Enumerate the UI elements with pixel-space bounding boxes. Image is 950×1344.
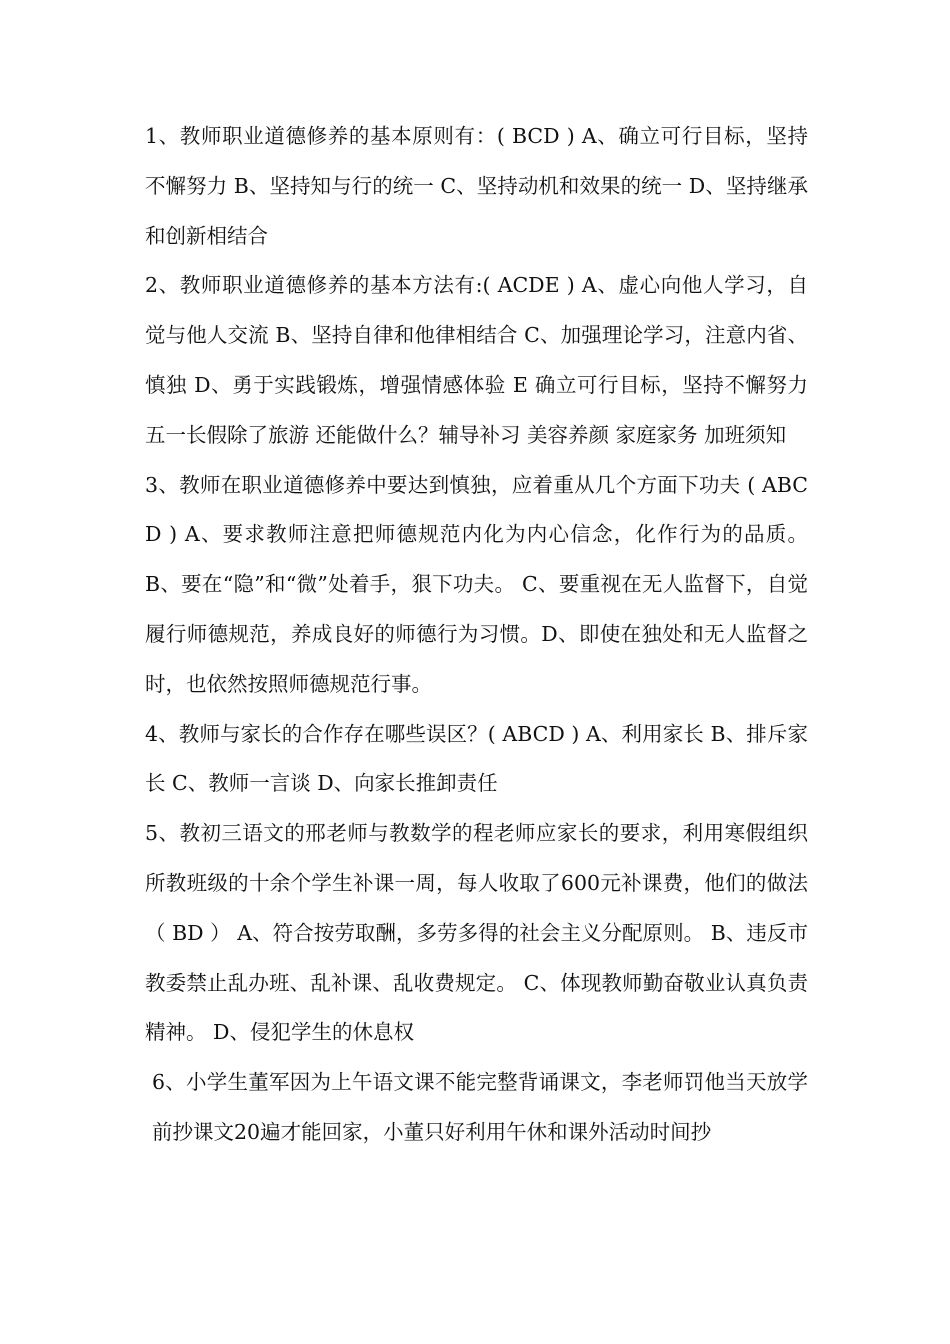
question-6: 6、小学生董军因为上午语文课不能完整背诵课文，李老师罚他当天放学前抄课文20遍才能回家，小董只好利用午休和课外活动时间抄 bbox=[152, 1070, 808, 1144]
question-1: 1、教师职业道德修养的基本原则有：( BCD ) A、确立可行目标，坚持不懈努力 B、坚持知与行的统一 C、坚持动机和效果的统一 D、坚持继承和创新相结合 bbox=[145, 124, 808, 248]
question-4: 4、教师与家长的合作存在哪些误区？( ABCD ) A、利用家长 B、排斥家长 C、教师一言谈 D、向家长推卸责任 bbox=[145, 721, 808, 796]
question-3: 3、教师在职业道德修养中要达到慎独，应着重从几个方面下功夫 ( ABCD ) A、要求教师注意把师德规范内化为内心信念，化作行为的品质。 B、要在“隐”和“微”处着手，狠下功夫。 C、要重视在无人监督下，自觉履行师德规范，养成良好的师德行为习惯。D、即使在独处和无人监督之时，也依然按照师德规范行事。 bbox=[145, 472, 808, 696]
question-5: 5、教初三语文的邢老师与教数学的程老师应家长的要求，利用寒假组织所教班级的十余个学生补课一周，每人收取了600元补课费，他们的做法（ BD ） A、符合按劳取酬，多劳多得的社会主义分配原则。 B、违反市教委禁止乱办班、乱补课、乱收费规定。 C、体现教师勤奋敬业认真负责精神。 D、侵犯学生的休息权 bbox=[145, 821, 808, 1045]
document-body bbox=[145, 112, 808, 1158]
question-2: 2、教师职业道德修养的基本方法有:( ACDE ) A、虚心向他人学习，自觉与他人交流 B、坚持自律和他律相结合 C、加强理论学习，注意内省、慎独 D、勇于实践锻炼，增强情感体验 E 确立可行目标，坚持不懈努力 五一长假除了旅游 还能做什么？辅导补习 美容养颜 家庭家务 加班须知 bbox=[145, 273, 808, 447]
